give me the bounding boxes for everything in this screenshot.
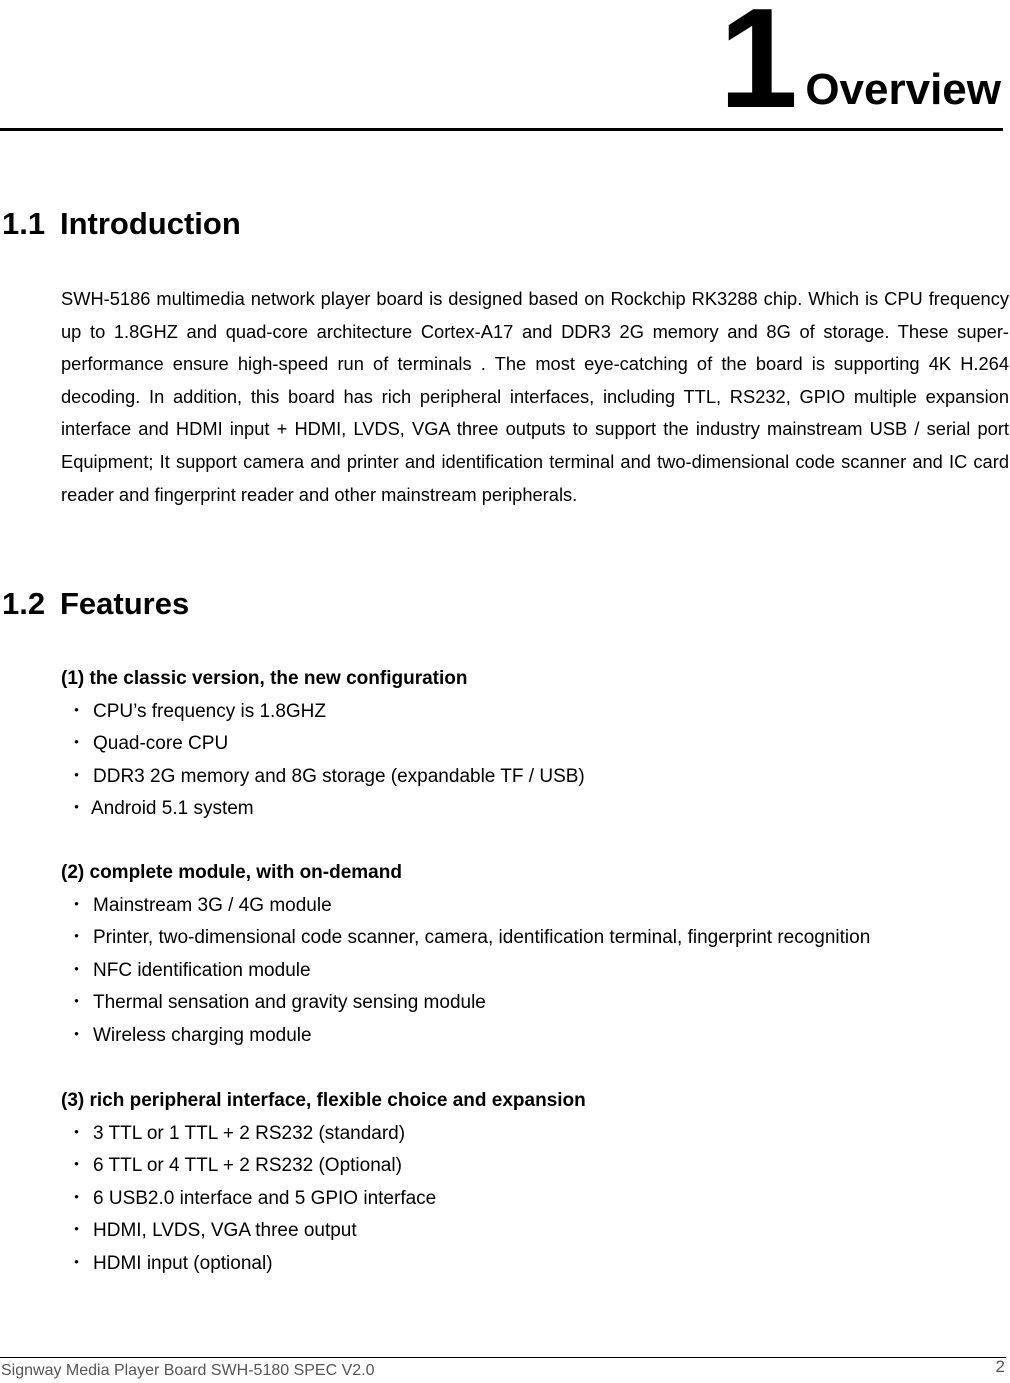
footer-divider <box>0 1357 1006 1358</box>
bullet-icon: ・ <box>67 700 87 722</box>
list-item <box>61 1150 1006 1183</box>
bullet-icon: ・ <box>67 1155 87 1176</box>
list-item-text: Thermal sensation and gravity sensing module <box>93 992 486 1013</box>
section-title: Features <box>60 586 190 621</box>
section-number: 1.2 <box>2 586 46 621</box>
footer-document-title: Signway Media Player Board SWH-5180 SPEC V2.0 <box>1 1362 375 1379</box>
list-item-text: CPU’s frequency is 1.8GHZ <box>93 700 327 722</box>
bullet-icon: ・ <box>67 894 87 916</box>
section-heading-features <box>2 588 189 619</box>
chapter-header <box>0 0 1003 138</box>
chapter-title: Overview <box>805 65 1001 114</box>
list-item <box>61 793 1006 826</box>
list-item <box>61 1248 1006 1281</box>
section-heading-introduction <box>2 208 241 239</box>
list-item-text: Printer, two-dimensional code scanner, camera, identification terminal, fingerprint recognition <box>93 927 871 948</box>
feature-group-classic <box>61 663 1006 826</box>
introduction-paragraph: SWH-5186 multimedia network player board is designed based on Rockchip RK3288 chip. Which is CPU frequency up to 1.8GHZ and quad-core architecture Cortex-A17 and DDR3 2G memory and 8G of storage. These super-performance ensure high-speed run of terminals . The most eye-catching of the board is supporting 4K H.264 decoding. In addition, this board has rich peripheral interfaces, including TTL, RS232, GPIO multiple expansion interface and HDMI input + HDMI, LVDS, VGA three outputs to support the industry mainstream USB / serial port Equipment; It support camera and printer and identification terminal and two-dimensional code scanner and IC card reader and fingerprint reader and other mainstream peripherals. <box>61 288 1009 505</box>
list-item <box>61 987 1006 1020</box>
list-item <box>61 1118 1006 1151</box>
list-item-text: Quad-core CPU <box>93 733 229 754</box>
list-item-text: HDMI input (optional) <box>93 1252 273 1274</box>
list-item <box>61 1183 1006 1216</box>
list-item <box>61 1020 1006 1053</box>
list-item <box>61 955 1006 988</box>
list-item-text: Wireless charging module <box>93 1024 312 1046</box>
bullet-icon: ・ <box>67 733 87 754</box>
list-item-text: Mainstream 3G / 4G module <box>93 894 332 916</box>
feature-group-modules <box>61 857 1006 1052</box>
feature-group-title: (3) rich peripheral interface, flexible choice and expansion <box>61 1090 586 1111</box>
feature-group-title: (1) the classic version, the new configuration <box>61 668 468 689</box>
list-item <box>61 761 1006 794</box>
list-item <box>61 696 1006 729</box>
chapter-number: 1 <box>719 0 798 138</box>
list-item-text: 3 TTL or 1 TTL + 2 RS232 (standard) <box>93 1122 406 1144</box>
bullet-icon: ・ <box>67 1187 87 1209</box>
bullet-icon: ・ <box>67 927 87 948</box>
list-item-text: 6 USB2.0 interface and 5 GPIO interface <box>93 1187 437 1209</box>
list-item-text: HDMI, LVDS, VGA three output <box>93 1220 357 1241</box>
bullet-icon: ・ <box>67 959 87 981</box>
bullet-icon: ・ <box>67 1252 87 1274</box>
bullet-icon: ・ <box>67 1122 87 1144</box>
list-item-text: DDR3 2G memory and 8G storage (expandable TF / USB) <box>93 765 585 787</box>
feature-group-interfaces <box>61 1085 1006 1280</box>
bullet-icon: ・ <box>67 1220 87 1241</box>
list-item <box>61 890 1006 923</box>
page-number: 2 <box>995 1357 1005 1376</box>
section-title: Introduction <box>60 206 241 241</box>
bullet-icon: ・ <box>67 765 87 787</box>
list-item-text: Android 5.1 system <box>91 798 254 819</box>
list-item <box>61 728 1006 761</box>
bullet-icon: ・ <box>67 1024 87 1046</box>
list-item-text: NFC identification module <box>93 959 311 981</box>
list-item-text: 6 TTL or 4 TTL + 2 RS232 (Optional) <box>93 1155 402 1176</box>
bullet-icon: ・ <box>67 798 87 819</box>
list-item <box>61 922 1006 955</box>
section-number: 1.1 <box>2 206 46 241</box>
list-item <box>61 1215 1006 1248</box>
feature-group-title: (2) complete module, with on-demand <box>61 862 402 883</box>
bullet-icon: ・ <box>67 992 87 1013</box>
